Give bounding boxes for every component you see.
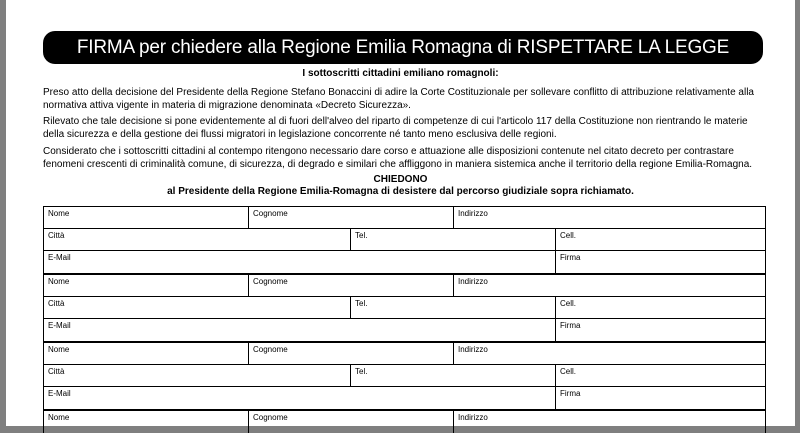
cognome-field[interactable]: Cognome (249, 343, 454, 364)
tel-field[interactable]: Tel. (351, 365, 556, 386)
signature-block (43, 342, 766, 410)
cognome-field[interactable]: Cognome (249, 275, 454, 296)
signature-block (43, 206, 766, 274)
banner-title: FIRMA per chiedere alla Regione Emilia Romagna di RISPETTARE LA LEGGE (76, 37, 730, 58)
indirizzo-field[interactable]: Indirizzo (458, 345, 488, 354)
form-row-name (44, 275, 765, 297)
form-row-email (44, 319, 765, 341)
citta-field[interactable]: Città (44, 297, 351, 318)
paragraph-rilevato: Rilevato che tale decisione si pone evidentemente al di fuori dell'alveo del riparto di competenze di cui l'articolo 117 della Costituzione non rientrando le materie della sicurezza e della gestione dei flussi migratori in legislazione concorrente né tanto meno esclusiva delle regioni. (43, 116, 748, 140)
form-row-name (44, 343, 765, 365)
signature-block (43, 274, 766, 342)
subheading: I sottoscritti cittadini emiliano romagnoli: (302, 68, 499, 79)
nome-field[interactable]: Nome (44, 411, 249, 433)
cognome-field[interactable]: Cognome (249, 207, 454, 228)
firma-field[interactable]: Firma (560, 321, 581, 330)
email-field[interactable]: E-Mail (44, 251, 556, 273)
nome-field[interactable]: Nome (44, 275, 249, 296)
cognome-field[interactable]: Cognome (249, 411, 454, 433)
cell-field[interactable]: Cell. (560, 299, 577, 308)
paragraph-preso-atto: Preso atto della decisione del Presidente della Regione Stefano Bonaccini di adire la Corte Costituzionale per sollevare conflitto di attribuzione relativamente alla normativa attiva vigente in materia di migrazione denominata «Decreto Sicurezza». (43, 87, 754, 111)
indirizzo-field[interactable]: Indirizzo (458, 413, 488, 422)
form-row-contacts (44, 297, 765, 319)
document-page (6, 0, 795, 426)
form-row-contacts (44, 229, 765, 251)
indirizzo-field[interactable]: Indirizzo (458, 277, 488, 286)
citta-field[interactable]: Città (44, 365, 351, 386)
tel-field[interactable]: Tel. (351, 297, 556, 318)
firma-field[interactable]: Firma (560, 389, 581, 398)
signature-block (43, 410, 766, 433)
cell-field[interactable]: Cell. (560, 367, 577, 376)
email-field[interactable]: E-Mail (44, 387, 556, 409)
form-row-name (44, 207, 765, 229)
nome-field[interactable]: Nome (44, 207, 249, 228)
nome-field[interactable]: Nome (44, 343, 249, 364)
form-row-email (44, 387, 765, 409)
indirizzo-field[interactable]: Indirizzo (458, 209, 488, 218)
email-field[interactable]: E-Mail (44, 319, 556, 341)
cell-field[interactable]: Cell. (560, 231, 577, 240)
citta-field[interactable]: Città (44, 229, 351, 250)
request-text: al Presidente della Regione Emilia-Romagna di desistere dal percorso giudiziale sopra richiamato. (167, 186, 634, 197)
firma-field[interactable]: Firma (560, 253, 581, 262)
paragraph-considerato: Considerato che i sottoscritti cittadini al contempo ritengono necessario dare corso e attuazione alle disposizioni contenute nel citato decreto per contrastare fenomeni crescenti di criminalità comune, di sicurezza, di degrado e similari che affliggono in maniera sistemica anche il territorio della regione Emilia-Romagna. (43, 146, 753, 170)
request-section (6, 174, 795, 198)
form-row-name (44, 411, 765, 433)
form-row-email (44, 251, 765, 273)
request-heading: CHIEDONO (373, 174, 428, 185)
title-banner (43, 31, 763, 64)
tel-field[interactable]: Tel. (351, 229, 556, 250)
form-row-contacts (44, 365, 765, 387)
